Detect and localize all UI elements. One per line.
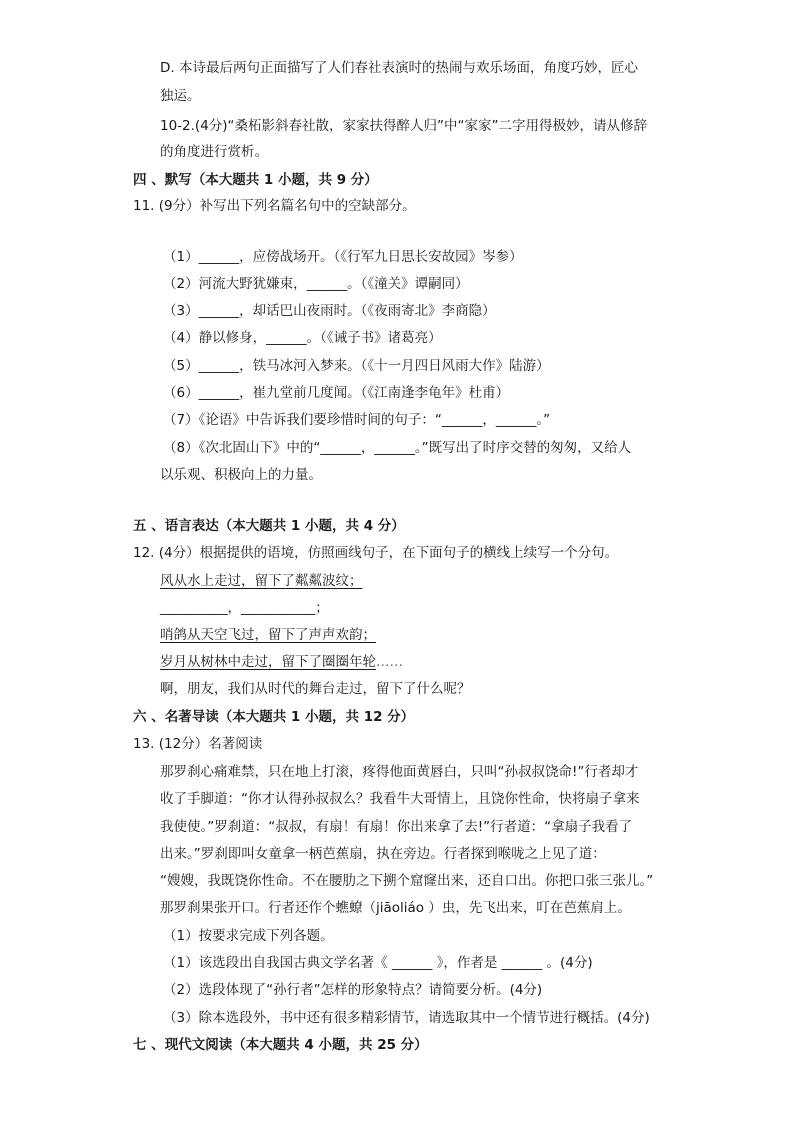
q12-line-4 bbox=[160, 652, 403, 672]
q11-item-4: （4）静以修身，______。（《诫子书》诸葛亮） bbox=[163, 330, 442, 346]
q12-answer-blank: __________，___________； bbox=[160, 600, 329, 616]
q13-sub-heading: （1）按要求完成下列各题。 bbox=[163, 928, 334, 944]
section-4-heading: 四 、默写（本大题共 1 小题，共 9 分） bbox=[133, 172, 378, 188]
q13-passage-line-2: 收了手脚道：“你才认得孙叔叔么？我看牛大哥情上，且饶你性命，快将扇子拿来 bbox=[160, 791, 640, 807]
section-5-heading: 五 、语言表达（本大题共 1 小题，共 4 分） bbox=[133, 518, 405, 534]
q13-passage-line-3: 我使使。”罗刹道：“叔叔，有扇！有扇！你出来拿了去!”行者道：“拿扇子我看了 bbox=[160, 819, 633, 835]
q11-item-7: （7）《论语》中告诉我们要珍惜时间的句子：“______，______。” bbox=[163, 412, 551, 428]
q12-line-4-underlined: 岁月从树林中走过，留下了圈圈年轮 bbox=[160, 654, 376, 670]
q11-item-6: （6）______，崔九堂前几度闻。（《江南逢李龟年》杜甫） bbox=[163, 385, 510, 401]
q10-option-d-line2: 独运。 bbox=[160, 88, 201, 104]
q12-title: 12. (4分）根据提供的语境，仿照画线句子，在下面句子的横线上续写一个分句。 bbox=[133, 545, 619, 561]
q12-model-sentence: 风从水上走过，留下了粼粼波纹； bbox=[160, 573, 363, 589]
section-7-heading: 七 、现代文阅读（本大题共 4 小题，共 25 分） bbox=[133, 1037, 428, 1053]
q11-item-8-cont: 以乐观、积极向上的力量。 bbox=[160, 467, 322, 483]
q13-sub-3: （3）除本选段外，书中还有很多精彩情节，请选取其中一个情节进行概括。(4分) bbox=[163, 1010, 650, 1026]
section-6-heading: 六 、名著导读（本大题共 1 小题，共 12 分） bbox=[133, 709, 415, 725]
q13-passage-line-5: “嫂嫂，我既饶你性命。不在腰肋之下搠个窟窿出来，还自口出。你把口张三张儿。” bbox=[160, 873, 654, 889]
q12-line-5: 啊，朋友，我们从时代的舞台走过，留下了什么呢？ bbox=[160, 681, 471, 697]
q12-line-4-ellipsis: …… bbox=[376, 654, 403, 670]
q12-line-3: 哨鸽从天空飞过，留下了声声欢韵； bbox=[160, 627, 376, 643]
q13-passage-line-1: 那罗刹心痛难禁，只在地上打滚，疼得他面黄唇白，只叫“孙叔叔饶命!”行者却才 bbox=[160, 764, 639, 780]
q13-passage-line-6: 那罗刹果张开口。行者还作个蟭蟟（jiāoliáo ）虫，先飞出来，叮在芭蕉肩上。 bbox=[160, 900, 631, 916]
q10-2-line2: 的角度进行赏析。 bbox=[160, 144, 268, 160]
q13-sub-1: （1）该选段出自我国古典文学名著《 ______ 》，作者是 ______ 。(4分) bbox=[163, 955, 593, 971]
q11-title: 11. (9分）补写出下列名篇名句中的空缺部分。 bbox=[133, 198, 416, 214]
q11-item-5: （5）______，铁马冰河入梦来。（《十一月四日风雨大作》陆游） bbox=[163, 358, 550, 374]
q13-passage-line-4: 出来。”罗刹即叫女童拿一柄芭蕉扇，执在旁边。行者探到喉咙之上见了道： bbox=[160, 846, 606, 862]
q11-item-2: （2）河流大野犹嫌束，______。（《潼关》谭嗣同） bbox=[163, 276, 469, 292]
q13-title: 13. (12分）名著阅读 bbox=[133, 736, 263, 752]
q10-2-line1: 10-2.(4分)“桑柘影斜春社散，家家扶得醉人归”中“家家”二字用得极妙，请从修辞 bbox=[160, 118, 648, 134]
q13-sub-2: （2）选段体现了“孙行者”怎样的形象特点？请简要分析。(4分) bbox=[163, 982, 543, 998]
q11-item-1: （1）______，应傍战场开。（《行军九日思长安故园》岑参） bbox=[163, 249, 523, 265]
q11-item-3: （3）______，却话巴山夜雨时。（《夜雨寄北》李商隐） bbox=[163, 303, 496, 319]
q11-item-8: （8）《次北固山下》中的“______，______。”既写出了时序交替的匆匆，又给人 bbox=[163, 440, 632, 456]
q10-option-d-line1: D. 本诗最后两句正面描写了人们春社表演时的热闹与欢乐场面，角度巧妙，匠心 bbox=[160, 60, 638, 76]
